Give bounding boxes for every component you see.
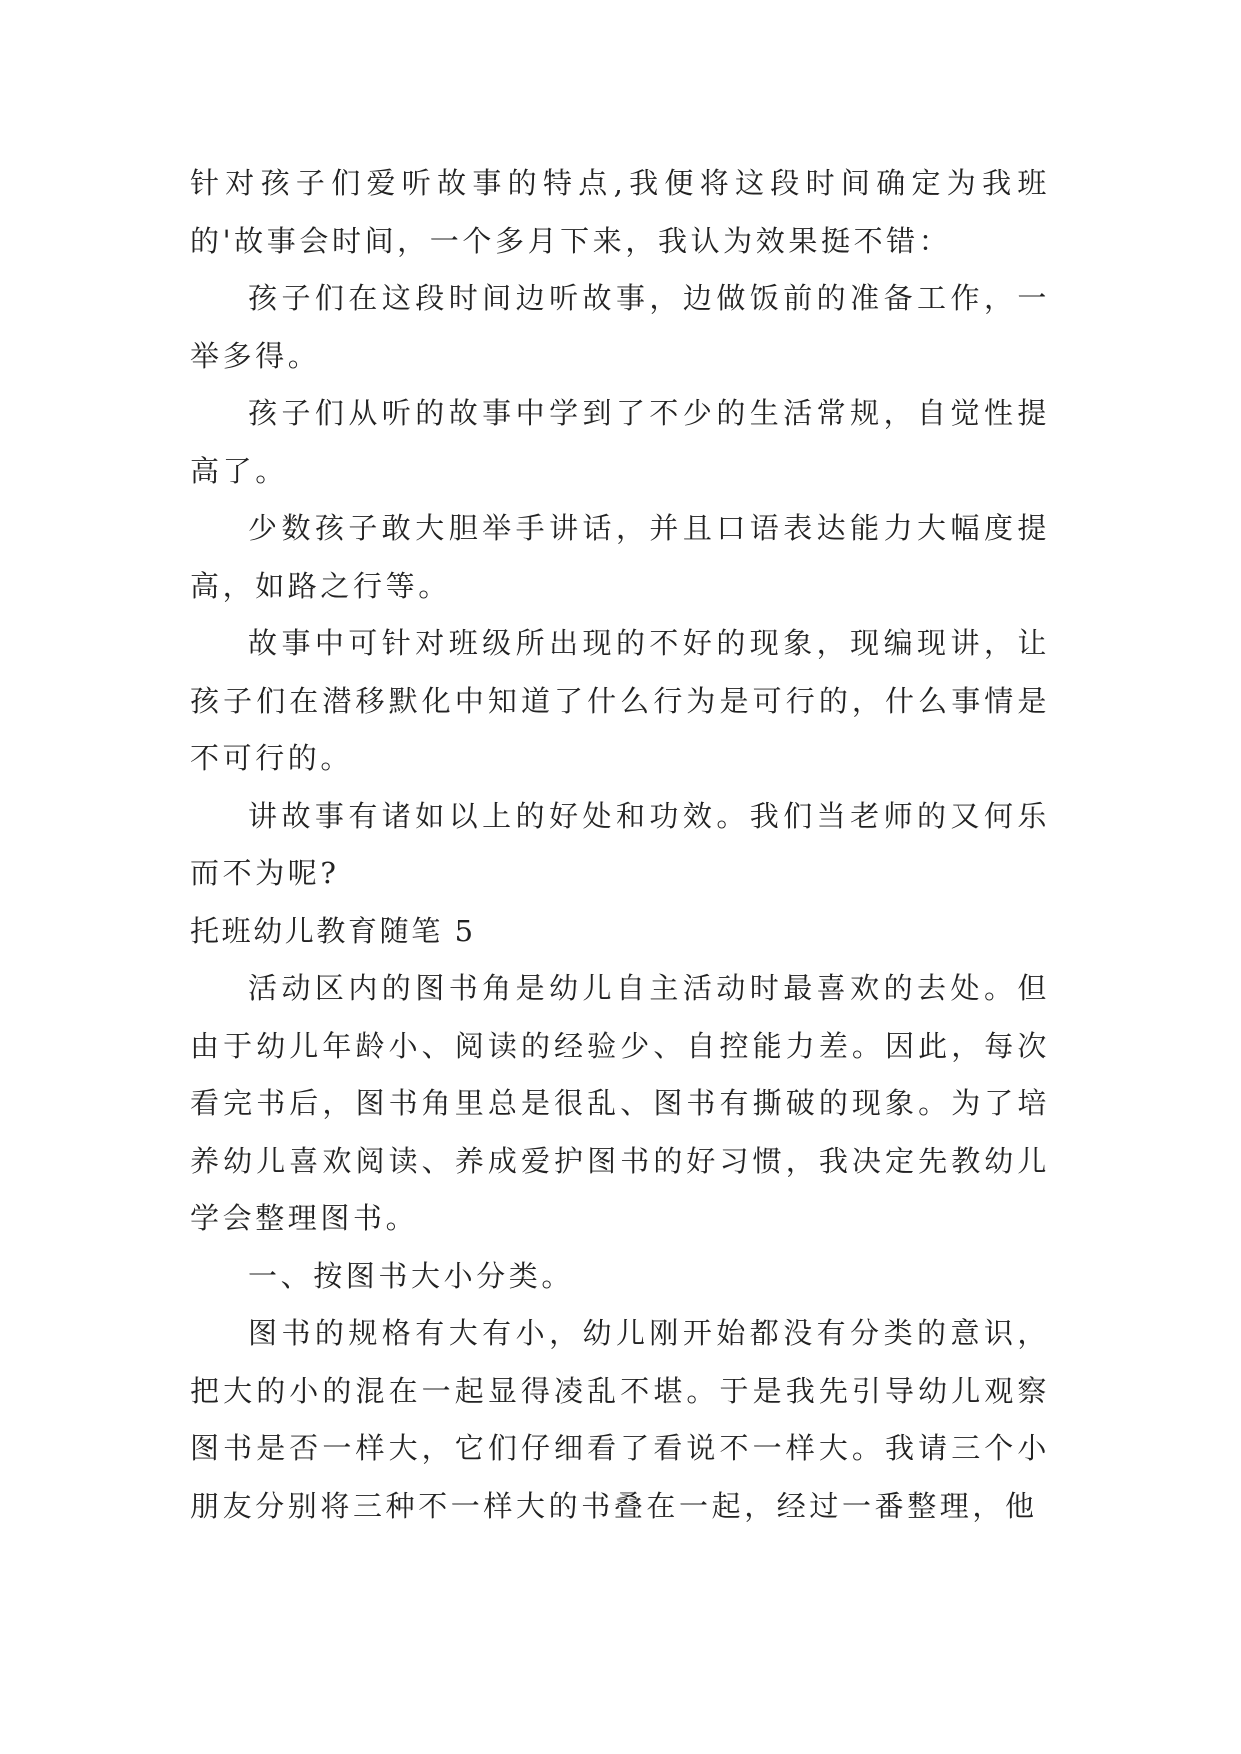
paragraph: 孩子们从听的故事中学到了不少的生活常规，自觉性提高了。 <box>190 396 1050 488</box>
paragraph: 少数孩子敢大胆举手讲话，并且口语表达能力大幅度提高，如路之行等。 <box>190 511 1050 603</box>
paragraph: 图书的规格有大有小，幼儿刚开始都没有分类的意识，把大的小的混在一起显得凌乱不堪。于是我先引导幼儿观察图书是否一样大，它们仔细看了看说不一样大。我请三个小朋友分别将三种不一样大的书叠在一起，经过一番整理，他 <box>190 1316 1050 1523</box>
paragraph: 针对孩子们爱听故事的特点,我便将这段时间确定为我班的'故事会时间，一个多月下来，我认为效果挺不错： <box>190 166 1050 258</box>
section-heading: 托班幼儿教育随笔 5 <box>190 913 476 948</box>
document-body <box>190 155 1050 1535</box>
paragraph: 活动区内的图书角是幼儿自主活动时最喜欢的去处。但由于幼儿年龄小、阅读的经验少、自控能力差。因此，每次看完书后，图书角里总是很乱、图书有撕破的现象。为了培养幼儿喜欢阅读、养成爱护图书的好习惯，我决定先教幼儿学会整理图书。 <box>190 971 1050 1235</box>
paragraph: 一、按图书大小分类。 <box>248 1258 575 1293</box>
paragraph: 故事中可针对班级所出现的不好的现象，现编现讲，让孩子们在潜移默化中知道了什么行为是可行的，什么事情是不可行的。 <box>190 626 1050 775</box>
paragraph: 讲故事有诸如以上的好处和功效。我们当老师的又何乐而不为呢? <box>190 798 1050 890</box>
paragraph: 孩子们在这段时间边听故事，边做饭前的准备工作，一举多得。 <box>190 281 1050 373</box>
